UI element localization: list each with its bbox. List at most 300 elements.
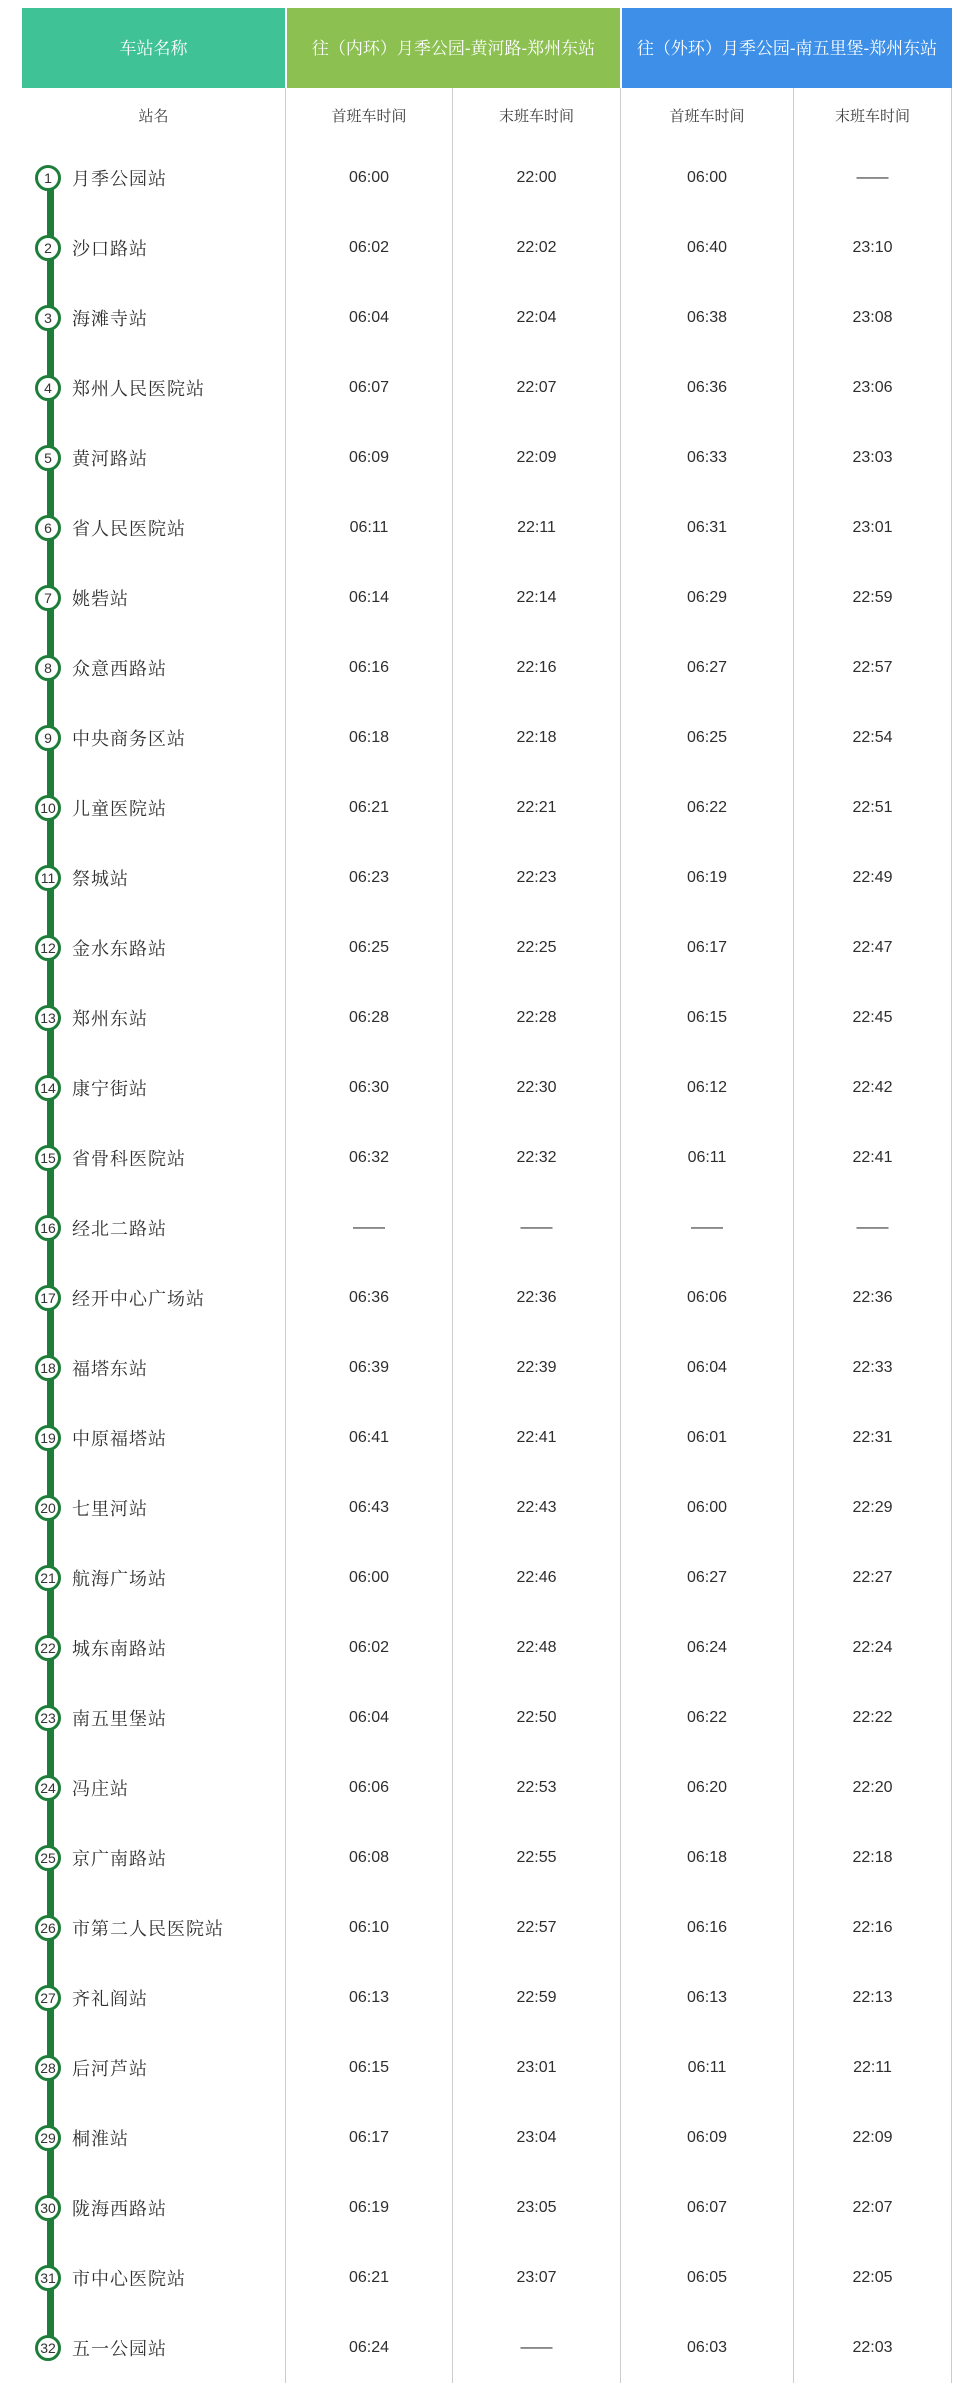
station-number-badge xyxy=(35,445,61,471)
first-train-inner-value: 06:00 xyxy=(285,1543,452,1613)
last-train-outer-value: 22:51 xyxy=(793,773,952,843)
station-number-badge xyxy=(35,1915,61,1941)
last-train-outer-value: 22:24 xyxy=(793,1613,952,1683)
table-row xyxy=(22,1963,952,2033)
first-train-outer-value: 06:11 xyxy=(620,1123,793,1193)
station-number-badge xyxy=(35,1705,61,1731)
station-number-badge xyxy=(35,1425,61,1451)
last-train-inner-value: 22:28 xyxy=(452,983,620,1053)
station-cell xyxy=(22,2313,285,2383)
last-train-inner-value: 22:55 xyxy=(452,1823,620,1893)
station-number-badge xyxy=(35,515,61,541)
station-number-badge xyxy=(35,585,61,611)
station-cell xyxy=(22,213,285,283)
station-cell xyxy=(22,1543,285,1613)
last-train-inner-value: —— xyxy=(452,1193,620,1263)
station-cell xyxy=(22,913,285,983)
station-number-badge xyxy=(35,305,61,331)
station-number-badge xyxy=(35,2335,61,2361)
metro-timetable xyxy=(22,8,952,2383)
table-row xyxy=(22,1263,952,1333)
station-cell xyxy=(22,1123,285,1193)
first-train-outer-value: 06:17 xyxy=(620,913,793,983)
last-train-outer-value: 23:08 xyxy=(793,283,952,353)
first-train-inner-value: 06:28 xyxy=(285,983,452,1053)
last-train-inner-value: 22:07 xyxy=(452,353,620,423)
last-train-outer-value: 22:57 xyxy=(793,633,952,703)
station-name: 五一公园站 xyxy=(72,2339,167,2359)
last-train-outer-value: 22:03 xyxy=(793,2313,952,2383)
table-row xyxy=(22,1333,952,1403)
first-train-inner-value: 06:17 xyxy=(285,2103,452,2173)
last-train-inner-value: —— xyxy=(452,2313,620,2383)
last-train-inner-value: 22:21 xyxy=(452,773,620,843)
station-rows xyxy=(22,143,952,2383)
station-name: 省骨科医院站 xyxy=(72,1149,186,1169)
station-cell xyxy=(22,2173,285,2243)
station-number-badge xyxy=(35,2055,61,2081)
station-name-header: 车站名称 xyxy=(22,8,285,88)
station-name: 众意西路站 xyxy=(72,659,167,679)
first-train-outer-value: 06:31 xyxy=(620,493,793,563)
last-train-outer-value: 22:29 xyxy=(793,1473,952,1543)
last-train-outer-value: 22:09 xyxy=(793,2103,952,2173)
station-name: 七里河站 xyxy=(72,1499,148,1519)
first-train-outer-value: 06:03 xyxy=(620,2313,793,2383)
last-train-inner-value: 22:00 xyxy=(452,143,620,213)
last-train-outer-value: 23:06 xyxy=(793,353,952,423)
station-cell xyxy=(22,1613,285,1683)
last-train-inner-value: 22:25 xyxy=(452,913,620,983)
last-train-outer-value: 22:27 xyxy=(793,1543,952,1613)
first-train-outer-value: 06:25 xyxy=(620,703,793,773)
last-train-outer-value: 22:05 xyxy=(793,2243,952,2313)
station-number-badge xyxy=(35,1355,61,1381)
station-cell xyxy=(22,1893,285,1963)
station-number: 5 xyxy=(44,450,52,466)
first-train-inner-value: 06:39 xyxy=(285,1333,452,1403)
station-name: 市中心医院站 xyxy=(72,2269,186,2289)
station-number: 14 xyxy=(40,1080,56,1096)
last-train-outer-value: 22:33 xyxy=(793,1333,952,1403)
station-cell xyxy=(22,2033,285,2103)
station-name: 后河芦站 xyxy=(72,2059,148,2079)
station-cell xyxy=(22,423,285,493)
station-name: 姚砦站 xyxy=(72,589,129,609)
station-name: 祭城站 xyxy=(72,869,129,889)
station-cell xyxy=(22,283,285,353)
column-header-row xyxy=(22,88,952,143)
station-name: 经北二路站 xyxy=(72,1219,167,1239)
station-number: 24 xyxy=(40,1780,56,1796)
first-train-outer-value: 06:09 xyxy=(620,2103,793,2173)
station-cell xyxy=(22,773,285,843)
first-train-inner-value: 06:43 xyxy=(285,1473,452,1543)
first-train-inner-value: 06:04 xyxy=(285,1683,452,1753)
first-train-outer-value: 06:05 xyxy=(620,2243,793,2313)
last-train-outer-value: —— xyxy=(793,143,952,213)
first-train-outer-value: 06:04 xyxy=(620,1333,793,1403)
station-name: 郑州东站 xyxy=(72,1009,148,1029)
station-number-badge xyxy=(35,375,61,401)
station-number-badge xyxy=(35,1565,61,1591)
station-number: 23 xyxy=(40,1710,56,1726)
station-number: 11 xyxy=(40,870,56,886)
first-train-outer-value: 06:06 xyxy=(620,1263,793,1333)
station-number-badge xyxy=(35,795,61,821)
first-train-inner-value: 06:02 xyxy=(285,1613,452,1683)
station-cell xyxy=(22,1963,285,2033)
last-train-inner-value: 22:41 xyxy=(452,1403,620,1473)
first-train-outer-value: 06:40 xyxy=(620,213,793,283)
table-row xyxy=(22,773,952,843)
station-number-badge xyxy=(35,2125,61,2151)
last-train-inner-value: 23:04 xyxy=(452,2103,620,2173)
last-train-outer-value: 22:22 xyxy=(793,1683,952,1753)
table-row xyxy=(22,1613,952,1683)
last-train-outer-value: 22:47 xyxy=(793,913,952,983)
station-number-badge xyxy=(35,865,61,891)
last-train-outer-value: 22:11 xyxy=(793,2033,952,2103)
last-train-outer-value: 22:54 xyxy=(793,703,952,773)
first-train-inner-value: 06:02 xyxy=(285,213,452,283)
table-row xyxy=(22,983,952,1053)
table-row xyxy=(22,1893,952,1963)
station-name: 市第二人民医院站 xyxy=(72,1919,224,1939)
first-train-inner-value: 06:18 xyxy=(285,703,452,773)
station-number-badge xyxy=(35,725,61,751)
station-cell xyxy=(22,983,285,1053)
first-train-outer-value: 06:11 xyxy=(620,2033,793,2103)
table-row xyxy=(22,283,952,353)
station-cell xyxy=(22,1823,285,1893)
station-cell xyxy=(22,843,285,913)
last-train-outer-value: 22:16 xyxy=(793,1893,952,1963)
first-train-inner-value: —— xyxy=(285,1193,452,1263)
last-train-outer-value: 22:20 xyxy=(793,1753,952,1823)
station-number: 21 xyxy=(40,1570,56,1586)
station-cell xyxy=(22,353,285,423)
table-row xyxy=(22,633,952,703)
last-train-inner-value: 22:57 xyxy=(452,1893,620,1963)
station-number: 30 xyxy=(40,2200,56,2216)
last-train-outer-value: 22:59 xyxy=(793,563,952,633)
table-row xyxy=(22,423,952,493)
last-train-inner-value: 22:23 xyxy=(452,843,620,913)
last-train-inner-value: 22:18 xyxy=(452,703,620,773)
table-row xyxy=(22,1753,952,1823)
station-number: 1 xyxy=(44,170,52,186)
col-header-first-train-outer: 首班车时间 xyxy=(620,88,793,143)
first-train-inner-value: 06:21 xyxy=(285,773,452,843)
table-row xyxy=(22,1543,952,1613)
table-row xyxy=(22,2103,952,2173)
station-cell xyxy=(22,1753,285,1823)
station-number-badge xyxy=(35,1005,61,1031)
station-number: 2 xyxy=(44,240,52,256)
station-cell xyxy=(22,143,285,213)
station-cell xyxy=(22,1053,285,1123)
station-number: 29 xyxy=(40,2130,56,2146)
first-train-inner-value: 06:13 xyxy=(285,1963,452,2033)
station-name: 中央商务区站 xyxy=(72,729,186,749)
last-train-outer-value: 22:41 xyxy=(793,1123,952,1193)
station-cell xyxy=(22,2243,285,2313)
first-train-inner-value: 06:15 xyxy=(285,2033,452,2103)
table-row xyxy=(22,1473,952,1543)
first-train-inner-value: 06:24 xyxy=(285,2313,452,2383)
last-train-inner-value: 22:04 xyxy=(452,283,620,353)
last-train-inner-value: 22:02 xyxy=(452,213,620,283)
station-cell xyxy=(22,1333,285,1403)
last-train-inner-value: 22:59 xyxy=(452,1963,620,2033)
first-train-inner-value: 06:14 xyxy=(285,563,452,633)
first-train-inner-value: 06:16 xyxy=(285,633,452,703)
station-number: 6 xyxy=(44,520,52,536)
last-train-outer-value: 22:42 xyxy=(793,1053,952,1123)
station-number: 13 xyxy=(40,1010,56,1026)
first-train-inner-value: 06:19 xyxy=(285,2173,452,2243)
table-row xyxy=(22,913,952,983)
first-train-inner-value: 06:36 xyxy=(285,1263,452,1333)
station-name: 冯庄站 xyxy=(72,1779,129,1799)
station-number-badge xyxy=(35,1075,61,1101)
first-train-outer-value: 06:27 xyxy=(620,633,793,703)
station-number-badge xyxy=(35,1285,61,1311)
table-row xyxy=(22,2243,952,2313)
outer-loop-direction-header: 往（外环）月季公园-南五里堡-郑州东站 xyxy=(622,8,952,88)
station-number-badge xyxy=(35,1985,61,2011)
table-row xyxy=(22,1403,952,1473)
station-name: 金水东路站 xyxy=(72,939,167,959)
last-train-inner-value: 23:07 xyxy=(452,2243,620,2313)
last-train-inner-value: 22:43 xyxy=(452,1473,620,1543)
station-cell xyxy=(22,563,285,633)
last-train-outer-value: 23:01 xyxy=(793,493,952,563)
table-row xyxy=(22,493,952,563)
station-number: 17 xyxy=(40,1290,56,1306)
station-cell xyxy=(22,633,285,703)
col-header-last-train-inner: 末班车时间 xyxy=(452,88,620,143)
first-train-outer-value: 06:33 xyxy=(620,423,793,493)
station-cell xyxy=(22,703,285,773)
station-number: 20 xyxy=(40,1500,56,1516)
last-train-inner-value: 22:46 xyxy=(452,1543,620,1613)
table-row xyxy=(22,1823,952,1893)
table-row xyxy=(22,1193,952,1263)
station-number-badge xyxy=(35,1845,61,1871)
station-number: 32 xyxy=(40,2340,56,2356)
station-cell xyxy=(22,1403,285,1473)
last-train-outer-value: 23:10 xyxy=(793,213,952,283)
inner-loop-direction-header: 往（内环）月季公园-黄河路-郑州东站 xyxy=(287,8,620,88)
last-train-outer-value: 22:07 xyxy=(793,2173,952,2243)
last-train-outer-value: 22:36 xyxy=(793,1263,952,1333)
last-train-inner-value: 22:32 xyxy=(452,1123,620,1193)
station-cell xyxy=(22,1193,285,1263)
table-row xyxy=(22,143,952,213)
first-train-inner-value: 06:07 xyxy=(285,353,452,423)
last-train-inner-value: 22:30 xyxy=(452,1053,620,1123)
station-number: 12 xyxy=(40,940,56,956)
first-train-outer-value: 06:07 xyxy=(620,2173,793,2243)
station-name: 陇海西路站 xyxy=(72,2199,167,2219)
station-number: 9 xyxy=(44,730,52,746)
first-train-outer-value: 06:16 xyxy=(620,1893,793,1963)
station-name: 经开中心广场站 xyxy=(72,1289,205,1309)
station-number: 28 xyxy=(40,2060,56,2076)
station-name: 黄河路站 xyxy=(72,449,148,469)
last-train-outer-value: 22:13 xyxy=(793,1963,952,2033)
first-train-outer-value: 06:15 xyxy=(620,983,793,1053)
direction-header-row xyxy=(22,8,952,88)
table-row xyxy=(22,843,952,913)
table-row xyxy=(22,1053,952,1123)
first-train-outer-value: 06:19 xyxy=(620,843,793,913)
last-train-inner-value: 22:50 xyxy=(452,1683,620,1753)
last-train-outer-value: 23:03 xyxy=(793,423,952,493)
first-train-inner-value: 06:41 xyxy=(285,1403,452,1473)
table-row xyxy=(22,353,952,423)
station-number-badge xyxy=(35,1775,61,1801)
station-number-badge xyxy=(35,1495,61,1521)
first-train-inner-value: 06:08 xyxy=(285,1823,452,1893)
last-train-inner-value: 22:36 xyxy=(452,1263,620,1333)
station-name: 儿童医院站 xyxy=(72,799,167,819)
last-train-outer-value: 22:49 xyxy=(793,843,952,913)
col-header-station: 站名 xyxy=(138,108,169,125)
first-train-outer-value: 06:24 xyxy=(620,1613,793,1683)
first-train-inner-value: 06:06 xyxy=(285,1753,452,1823)
station-number: 10 xyxy=(40,800,56,816)
first-train-outer-value: 06:38 xyxy=(620,283,793,353)
station-cell xyxy=(22,1473,285,1543)
table-row xyxy=(22,563,952,633)
last-train-outer-value: 22:31 xyxy=(793,1403,952,1473)
last-train-inner-value: 22:14 xyxy=(452,563,620,633)
first-train-inner-value: 06:04 xyxy=(285,283,452,353)
station-number: 18 xyxy=(40,1360,56,1376)
table-row xyxy=(22,1123,952,1193)
last-train-inner-value: 23:05 xyxy=(452,2173,620,2243)
table-row xyxy=(22,2173,952,2243)
first-train-outer-value: 06:00 xyxy=(620,143,793,213)
station-name: 航海广场站 xyxy=(72,1569,167,1589)
col-header-first-train-inner: 首班车时间 xyxy=(285,88,452,143)
table-row xyxy=(22,2313,952,2383)
station-name: 南五里堡站 xyxy=(72,1709,167,1729)
station-number: 16 xyxy=(40,1220,56,1236)
first-train-outer-value: 06:27 xyxy=(620,1543,793,1613)
first-train-outer-value: 06:22 xyxy=(620,1683,793,1753)
first-train-outer-value: 06:36 xyxy=(620,353,793,423)
station-name: 中原福塔站 xyxy=(72,1429,167,1449)
first-train-outer-value: 06:18 xyxy=(620,1823,793,1893)
last-train-inner-value: 22:11 xyxy=(452,493,620,563)
station-number: 22 xyxy=(40,1640,56,1656)
last-train-inner-value: 22:09 xyxy=(452,423,620,493)
station-name: 城东南路站 xyxy=(72,1639,167,1659)
station-number: 27 xyxy=(40,1990,56,2006)
first-train-outer-value: 06:01 xyxy=(620,1403,793,1473)
station-name: 福塔东站 xyxy=(72,1359,148,1379)
station-cell xyxy=(22,493,285,563)
station-number-badge xyxy=(35,1215,61,1241)
station-number-badge xyxy=(35,2195,61,2221)
station-number-badge xyxy=(35,1145,61,1171)
first-train-outer-value: 06:22 xyxy=(620,773,793,843)
station-name: 省人民医院站 xyxy=(72,519,186,539)
table-row xyxy=(22,213,952,283)
first-train-inner-value: 06:25 xyxy=(285,913,452,983)
first-train-inner-value: 06:23 xyxy=(285,843,452,913)
station-cell xyxy=(22,1683,285,1753)
first-train-inner-value: 06:32 xyxy=(285,1123,452,1193)
station-number: 19 xyxy=(40,1430,56,1446)
station-number: 31 xyxy=(40,2270,56,2286)
station-name: 沙口路站 xyxy=(72,239,148,259)
table-row xyxy=(22,2033,952,2103)
first-train-outer-value: 06:29 xyxy=(620,563,793,633)
first-train-inner-value: 06:10 xyxy=(285,1893,452,1963)
last-train-inner-value: 22:53 xyxy=(452,1753,620,1823)
station-number: 3 xyxy=(44,310,52,326)
station-number-badge xyxy=(35,2265,61,2291)
first-train-outer-value: 06:00 xyxy=(620,1473,793,1543)
station-name: 海滩寺站 xyxy=(72,309,148,329)
station-cell xyxy=(22,1263,285,1333)
first-train-inner-value: 06:11 xyxy=(285,493,452,563)
last-train-inner-value: 23:01 xyxy=(452,2033,620,2103)
station-cell xyxy=(22,2103,285,2173)
first-train-outer-value: 06:12 xyxy=(620,1053,793,1123)
station-name: 郑州人民医院站 xyxy=(72,379,205,399)
station-number: 4 xyxy=(44,380,52,396)
last-train-outer-value: 22:45 xyxy=(793,983,952,1053)
last-train-outer-value: —— xyxy=(793,1193,952,1263)
first-train-inner-value: 06:00 xyxy=(285,143,452,213)
station-number-badge xyxy=(35,1635,61,1661)
last-train-inner-value: 22:48 xyxy=(452,1613,620,1683)
station-number-badge xyxy=(35,165,61,191)
last-train-inner-value: 22:16 xyxy=(452,633,620,703)
first-train-outer-value: 06:20 xyxy=(620,1753,793,1823)
station-name: 桐淮站 xyxy=(72,2129,129,2149)
last-train-outer-value: 22:18 xyxy=(793,1823,952,1893)
station-number: 25 xyxy=(40,1850,56,1866)
first-train-outer-value: 06:13 xyxy=(620,1963,793,2033)
first-train-inner-value: 06:30 xyxy=(285,1053,452,1123)
station-number-badge xyxy=(35,655,61,681)
station-name: 月季公园站 xyxy=(72,169,167,189)
station-name: 京广南路站 xyxy=(72,1849,167,1869)
station-number: 15 xyxy=(40,1150,56,1166)
last-train-inner-value: 22:39 xyxy=(452,1333,620,1403)
first-train-inner-value: 06:21 xyxy=(285,2243,452,2313)
station-number-badge xyxy=(35,235,61,261)
first-train-outer-value: —— xyxy=(620,1193,793,1263)
station-number: 8 xyxy=(44,660,52,676)
first-train-inner-value: 06:09 xyxy=(285,423,452,493)
col-header-last-train-outer: 末班车时间 xyxy=(793,88,952,143)
station-number-badge xyxy=(35,935,61,961)
station-number: 26 xyxy=(40,1920,56,1936)
station-name: 康宁街站 xyxy=(72,1079,148,1099)
table-row xyxy=(22,1683,952,1753)
table-row xyxy=(22,703,952,773)
station-number: 7 xyxy=(44,590,52,606)
station-name: 齐礼阎站 xyxy=(72,1989,148,2009)
